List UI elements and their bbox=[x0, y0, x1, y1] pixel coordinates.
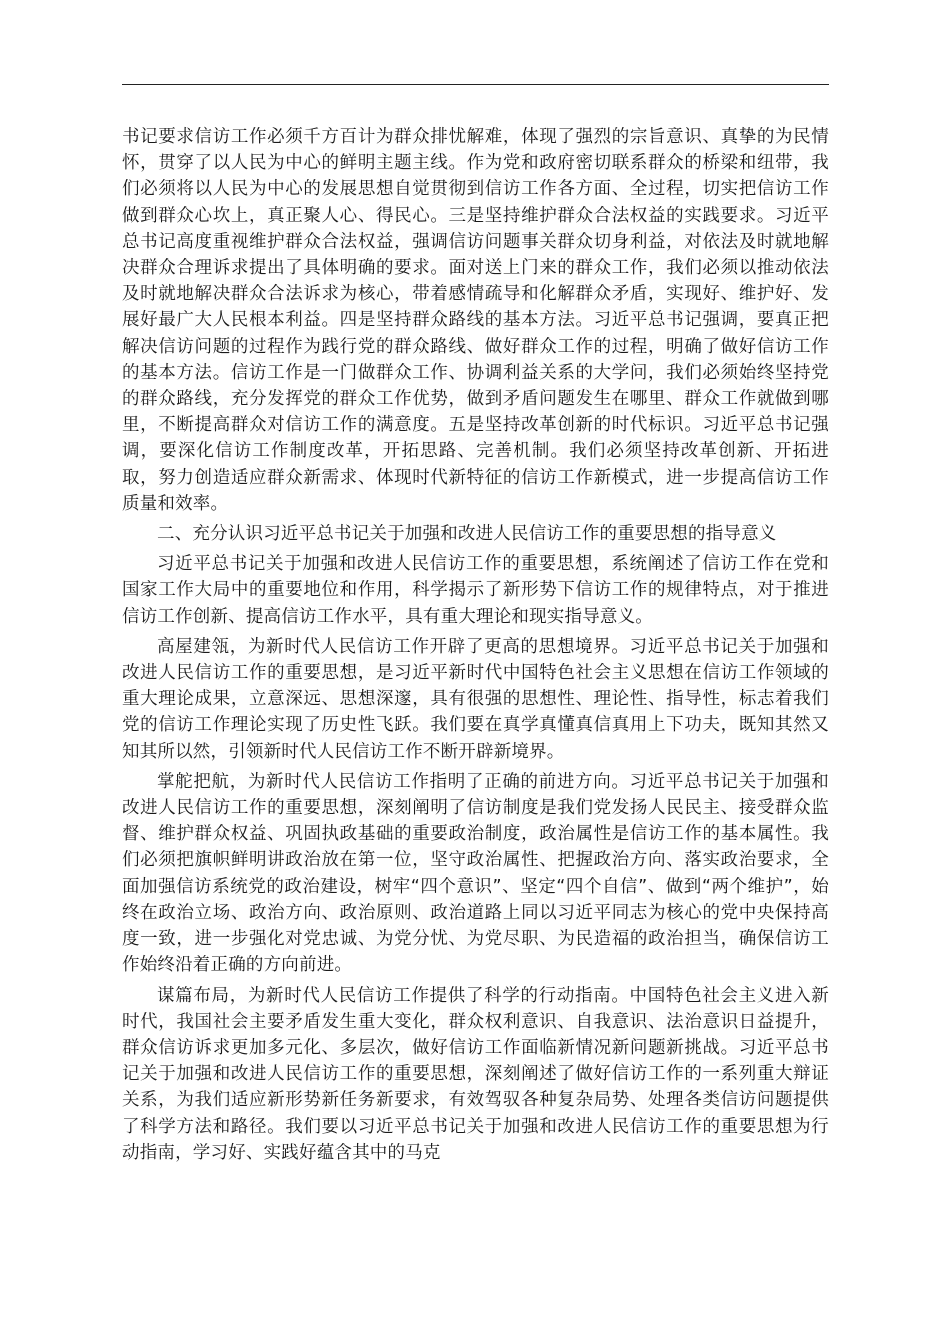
header-rule bbox=[122, 84, 829, 85]
paragraph-4: 高屋建瓴，为新时代人民信访工作开辟了更高的思想境界。习近平总书记关于加强和改进人民信访工作的重要思想，是习近平新时代中国特色社会主义思想在信访工作领域的重大理论成果，立意深远、思想深邃，具有很强的思想性、理论性、指导性，标志着我们党的信访工作理论实现了历史性飞跃。我们要在真学真懂真信真用上下功夫，既知其然又知其所以然，引领新时代人民信访工作不断开辟新境界。 bbox=[122, 636, 829, 762]
paragraph-5: 掌舵把航，为新时代人民信访工作指明了正确的前进方向。习近平总书记关于加强和改进人民信访工作的重要思想，深刻阐明了信访制度是我们党发扬人民民主、接受群众监督、维护群众权益、巩固执政基础的重要政治制度，政治属性是信访工作的基本属性。我们必须把旗帜鲜明讲政治放在第一位，坚守政治属性、把握政治方向、落实政治要求，全面加强信访系统党的政治建设，树牢“四个意识”、坚定“四个自信”、做到“两个维护”，始终在政治立场、政治方向、政治原则、政治道路上同以习近平同志为核心的党中央保持高度一致，进一步强化对党忠诚、为党分忧、为党尽职、为民造福的政治担当，确保信访工作始终沿着正确的方向前进。 bbox=[122, 771, 829, 976]
paragraph-3: 习近平总书记关于加强和改进人民信访工作的重要思想，系统阐述了信访工作在党和国家工作大局中的重要地位和作用，科学揭示了新形势下信访工作的规律特点，对于推进信访工作创新、提高信访工作水平，具有重大理论和现实指导意义。 bbox=[122, 554, 829, 627]
paragraph-6: 谋篇布局，为新时代人民信访工作提供了科学的行动指南。中国特色社会主义进入新时代，我国社会主要矛盾发生重大变化，群众权利意识、自我意识、法治意识日益提升，群众信访诉求更加多元化、多层次，做好信访工作面临新情况新问题新挑战。习近平总书记关于加强和改进人民信访工作的重要思想，深刻阐述了做好信访工作的一系列重大辩证关系，为我们适应新形势新任务新要求，有效驾驭各种复杂局势、处理各类信访问题提供了科学方法和路径。我们要以习近平总书记关于加强和改进人民信访工作的重要思想为行动指南，学习好、实践好蕴含其中的马克 bbox=[122, 985, 829, 1163]
document-body bbox=[122, 124, 829, 1170]
paragraph-1: 书记要求信访工作必须千方百计为群众排忧解难，体现了强烈的宗旨意识、真挚的为民情怀，贯穿了以人民为中心的鲜明主题主线。作为党和政府密切联系群众的桥梁和纽带，我们必须将以人民为中心的发展思想自觉贯彻到信访工作各方面、全过程，切实把信访工作做到群众心坎上，真正聚人心、得民心。三是坚持维护群众合法权益的实践要求。习近平总书记高度重视维护群众合法权益，强调信访问题事关群众切身利益，对依法及时就地解决群众合理诉求提出了具体明确的要求。面对送上门来的群众工作，我们必须以推动依法及时就地解决群众合法诉求为核心，带着感情疏导和化解群众矛盾，实现好、维护好、发展好最广大人民根本利益。四是坚持群众路线的基本方法。习近平总书记强调，要真正把解决信访问题的过程作为践行党的群众路线、做好群众工作的过程，明确了做好信访工作的基本方法。信访工作是一门做群众工作、协调利益关系的大学问，我们必须始终坚持党的群众路线，充分发挥党的群众工作优势，做到矛盾问题发生在哪里、群众工作就做到哪里，不断提高群众对信访工作的满意度。五是坚持改革创新的时代标识。习近平总书记强调，要深化信访工作制度改革，开拓思路、完善机制。我们必须坚持改革创新、开拓进取，努力创造适应群众新需求、体现时代新特征的信访工作新模式，进一步提高信访工作质量和效率。 bbox=[122, 127, 829, 514]
section-heading-2: 二、充分认识习近平总书记关于加强和改进人民信访工作的重要思想的指导意义 bbox=[157, 524, 777, 545]
